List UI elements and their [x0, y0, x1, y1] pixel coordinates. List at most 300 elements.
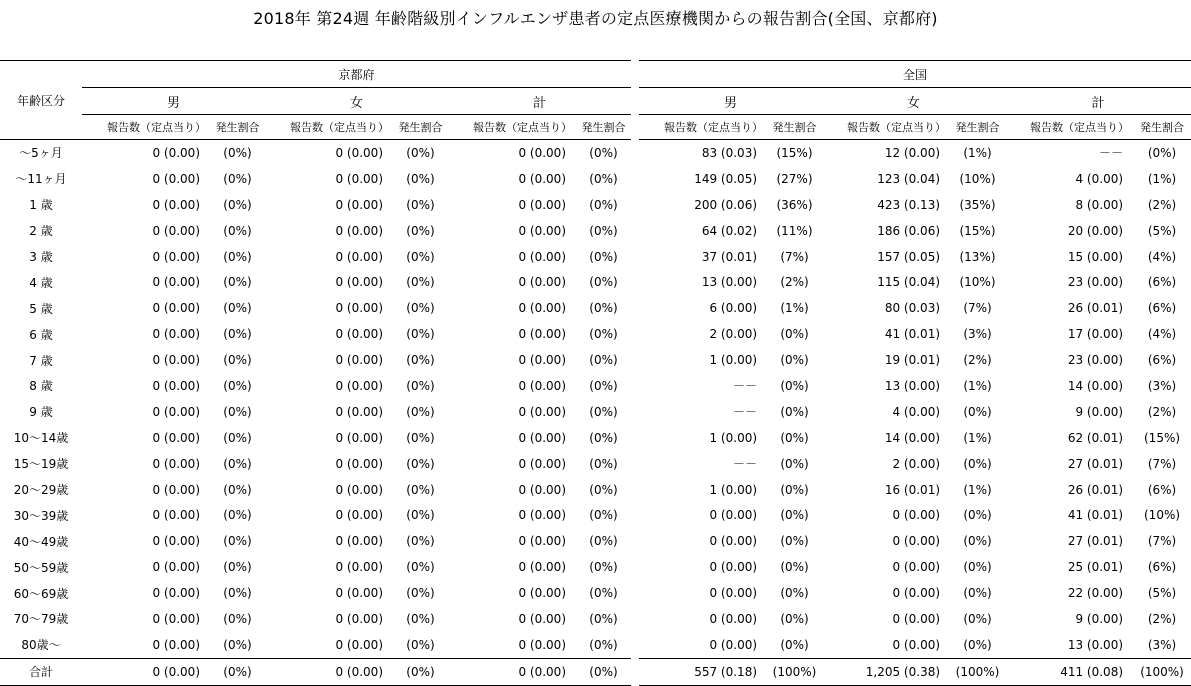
- region-header-national: 全国: [639, 61, 1191, 88]
- rate-cell: (0%): [589, 456, 618, 471]
- rate-cell: (6%): [1147, 560, 1177, 575]
- count-cell: 0 (0.00): [152, 637, 200, 652]
- rate-cell: (0%): [589, 560, 618, 575]
- count-header-kyoto-male: 報告数（定点当り）: [82, 115, 210, 140]
- count-cell: －－: [733, 379, 758, 394]
- rate-cell: (0%): [589, 611, 618, 626]
- rate-cell: (6%): [1147, 301, 1177, 316]
- rate-cell: (10%): [959, 171, 996, 186]
- rate-cell: (0%): [406, 508, 435, 523]
- rate-cell: (0%): [589, 171, 618, 186]
- rate-cell: (0%): [393, 658, 448, 685]
- rate-cell: (0%): [406, 456, 435, 471]
- count-cell: 37 (0.01): [701, 249, 758, 264]
- count-cell: 64 (0.02): [701, 223, 758, 238]
- count-cell: 0 (0.00): [265, 658, 393, 685]
- count-cell: 186 (0.06): [877, 223, 941, 238]
- table-row: [0, 425, 1191, 451]
- table-row: [0, 295, 1191, 321]
- rate-cell: (0%): [589, 353, 618, 368]
- count-cell: 0 (0.00): [518, 223, 566, 238]
- count-cell: 2 (0.00): [709, 327, 758, 342]
- rate-cell: (0%): [589, 404, 618, 419]
- count-cell: 41 (0.01): [884, 327, 941, 342]
- count-cell: 8 (0.00): [1075, 197, 1124, 212]
- rate-cell: (0%): [963, 586, 992, 601]
- rate-cell: (100%): [767, 658, 822, 685]
- count-cell: 0 (0.00): [335, 430, 383, 445]
- rate-cell: (0%): [589, 249, 618, 264]
- count-cell: 0 (0.00): [709, 611, 758, 626]
- rate-cell: (100%): [950, 658, 1005, 685]
- rate-header-national-total: 発生割合: [1133, 115, 1191, 140]
- count-cell: 0 (0.00): [518, 275, 566, 290]
- count-cell: 0 (0.00): [152, 586, 200, 601]
- count-cell: 9 (0.00): [1075, 611, 1124, 626]
- count-cell: 0 (0.00): [335, 534, 383, 549]
- count-cell: 0 (0.00): [518, 637, 566, 652]
- rate-cell: (0%): [589, 275, 618, 290]
- count-cell: 0 (0.00): [518, 534, 566, 549]
- count-cell: 0 (0.00): [518, 145, 566, 160]
- rate-cell: (4%): [1147, 327, 1177, 342]
- rate-header-national-female: 発生割合: [950, 115, 1005, 140]
- count-cell: 0 (0.00): [518, 301, 566, 316]
- rate-cell: (0%): [589, 378, 618, 393]
- count-cell: 6 (0.00): [709, 301, 758, 316]
- count-cell: 0 (0.00): [335, 223, 383, 238]
- rate-cell: (0%): [223, 456, 252, 471]
- rate-cell: (100%): [1133, 658, 1191, 685]
- count-cell: 1 (0.00): [709, 353, 758, 368]
- rate-cell: (0%): [406, 378, 435, 393]
- count-cell: 27 (0.01): [1067, 534, 1124, 549]
- rate-cell: (0%): [589, 482, 618, 497]
- table-row: [0, 269, 1191, 295]
- rate-cell: (0%): [963, 404, 992, 419]
- count-cell: 13 (0.00): [884, 378, 941, 393]
- rate-cell: (0%): [406, 275, 435, 290]
- age-cell: 7 歳: [29, 353, 53, 368]
- column-gap: [631, 115, 639, 140]
- count-cell: 14 (0.00): [884, 430, 941, 445]
- count-cell: 2 (0.00): [892, 456, 941, 471]
- rate-cell: (15%): [959, 223, 996, 238]
- age-cell: 合計: [0, 658, 82, 685]
- count-cell: 0 (0.00): [518, 197, 566, 212]
- age-cell: 5 歳: [29, 301, 53, 316]
- rate-cell: (0%): [780, 353, 809, 368]
- count-cell: 0 (0.00): [335, 171, 383, 186]
- count-header-kyoto-female: 報告数（定点当り）: [265, 115, 393, 140]
- rate-cell: (15%): [776, 145, 813, 160]
- age-cell: 6 歳: [29, 327, 53, 342]
- table-row: [0, 528, 1191, 554]
- rate-cell: (10%): [1144, 508, 1181, 523]
- count-cell: 0 (0.00): [335, 637, 383, 652]
- count-header-kyoto-total: 報告数（定点当り）: [448, 115, 576, 140]
- count-cell: 9 (0.00): [1075, 404, 1124, 419]
- count-cell: 0 (0.00): [518, 249, 566, 264]
- rate-cell: (0%): [223, 275, 252, 290]
- sex-header-national-female: 女: [822, 88, 1005, 115]
- count-cell: 15 (0.00): [1067, 249, 1124, 264]
- rate-cell: (0%): [223, 327, 252, 342]
- count-cell: 13 (0.00): [701, 275, 758, 290]
- count-cell: 0 (0.00): [335, 456, 383, 471]
- count-cell: 123 (0.04): [877, 171, 941, 186]
- count-cell: 0 (0.00): [335, 586, 383, 601]
- rate-cell: (0%): [963, 611, 992, 626]
- count-cell: 157 (0.05): [877, 249, 941, 264]
- rate-cell: (0%): [589, 637, 618, 652]
- age-cell: 1 歳: [29, 198, 53, 213]
- count-header-national-male: 報告数（定点当り）: [639, 115, 767, 140]
- total-row: [0, 658, 1191, 685]
- count-cell: 0 (0.00): [518, 171, 566, 186]
- table-row: [0, 606, 1191, 632]
- count-cell: 115 (0.04): [877, 275, 941, 290]
- rate-cell: (0%): [223, 508, 252, 523]
- rate-cell: (0%): [589, 586, 618, 601]
- table-row: [0, 399, 1191, 425]
- count-cell: 0 (0.00): [152, 171, 200, 186]
- count-cell: 22 (0.00): [1067, 586, 1124, 601]
- age-cell: 20～29歳: [13, 483, 69, 498]
- rate-cell: (0%): [1147, 145, 1177, 160]
- count-cell: 0 (0.00): [448, 658, 576, 685]
- rate-cell: (0%): [589, 301, 618, 316]
- rate-cell: (36%): [776, 197, 813, 212]
- rate-header-kyoto-total: 発生割合: [576, 115, 631, 140]
- table-row: [0, 373, 1191, 399]
- rate-cell: (1%): [963, 482, 992, 497]
- rate-cell: (0%): [589, 145, 618, 160]
- rate-cell: (1%): [780, 301, 809, 316]
- rate-cell: (2%): [780, 275, 809, 290]
- sex-header-national-male: 男: [639, 88, 822, 115]
- age-cell: 10～14歳: [13, 431, 69, 446]
- rate-cell: (2%): [1147, 197, 1177, 212]
- rate-header-kyoto-male: 発生割合: [210, 115, 265, 140]
- rate-cell: (0%): [406, 249, 435, 264]
- rate-cell: (0%): [963, 456, 992, 471]
- table-row: [0, 166, 1191, 192]
- count-cell: 0 (0.00): [152, 378, 200, 393]
- rate-cell: (0%): [406, 586, 435, 601]
- count-cell: 0 (0.00): [152, 404, 200, 419]
- count-cell: 0 (0.00): [335, 197, 383, 212]
- table-row: [0, 580, 1191, 606]
- count-cell: 14 (0.00): [1067, 378, 1124, 393]
- table-row: [0, 451, 1191, 477]
- count-cell: 0 (0.00): [518, 378, 566, 393]
- rate-cell: (0%): [780, 508, 809, 523]
- header-row-region: [0, 61, 1191, 88]
- rate-cell: (3%): [963, 327, 992, 342]
- count-cell: 0 (0.00): [518, 586, 566, 601]
- age-cell: 30～39歳: [13, 508, 69, 523]
- count-cell: 27 (0.01): [1067, 456, 1124, 471]
- table-row: [0, 632, 1191, 658]
- count-cell: 1 (0.00): [709, 482, 758, 497]
- rate-cell: (0%): [589, 197, 618, 212]
- rate-cell: (0%): [963, 637, 992, 652]
- rate-cell: (7%): [1147, 456, 1177, 471]
- table-row: [0, 192, 1191, 218]
- region-header-kyoto: 京都府: [82, 61, 631, 88]
- rate-cell: (0%): [406, 171, 435, 186]
- table-row: [0, 244, 1191, 270]
- rate-cell: (0%): [780, 560, 809, 575]
- rate-header-national-male: 発生割合: [767, 115, 822, 140]
- count-cell: 557 (0.18): [639, 658, 767, 685]
- rate-cell: (11%): [776, 223, 813, 238]
- count-cell: 0 (0.00): [335, 327, 383, 342]
- count-cell: 0 (0.00): [335, 275, 383, 290]
- count-cell: 0 (0.00): [709, 534, 758, 549]
- rate-cell: (3%): [1147, 378, 1177, 393]
- age-cell: 8 歳: [29, 379, 53, 394]
- count-cell: 0 (0.00): [709, 508, 758, 523]
- header-row-sex: [0, 88, 1191, 115]
- count-cell: 0 (0.00): [152, 353, 200, 368]
- count-cell: 20 (0.00): [1067, 223, 1124, 238]
- count-cell: 0 (0.00): [892, 534, 941, 549]
- count-cell: 0 (0.00): [518, 456, 566, 471]
- rate-cell: (0%): [780, 637, 809, 652]
- table-row: [0, 502, 1191, 528]
- count-cell: －－: [733, 405, 758, 420]
- rate-cell: (0%): [223, 249, 252, 264]
- count-cell: 0 (0.00): [152, 249, 200, 264]
- rate-cell: (0%): [223, 171, 252, 186]
- count-cell: 0 (0.00): [892, 611, 941, 626]
- rate-cell: (7%): [1147, 534, 1177, 549]
- count-cell: 0 (0.00): [152, 275, 200, 290]
- count-cell: 0 (0.00): [152, 197, 200, 212]
- rate-cell: (0%): [223, 430, 252, 445]
- rate-cell: (0%): [576, 658, 631, 685]
- count-cell: 17 (0.00): [1067, 327, 1124, 342]
- count-cell: 0 (0.00): [892, 637, 941, 652]
- rate-cell: (0%): [223, 482, 252, 497]
- rate-cell: (0%): [780, 534, 809, 549]
- rate-cell: (1%): [1147, 171, 1177, 186]
- rate-cell: (0%): [406, 534, 435, 549]
- sex-header-kyoto-total: 計: [448, 88, 631, 115]
- header-row-columns: [0, 115, 1191, 140]
- count-cell: 16 (0.01): [884, 482, 941, 497]
- count-cell: 62 (0.01): [1067, 430, 1124, 445]
- rate-cell: (0%): [780, 611, 809, 626]
- count-cell: 1,205 (0.38): [822, 658, 950, 685]
- rate-cell: (0%): [223, 378, 252, 393]
- rate-cell: (0%): [963, 560, 992, 575]
- table-row: [0, 140, 1191, 166]
- rate-cell: (0%): [223, 223, 252, 238]
- rate-cell: (0%): [223, 586, 252, 601]
- rate-cell: (3%): [1147, 637, 1177, 652]
- table-row: [0, 218, 1191, 244]
- count-cell: －－: [733, 457, 758, 472]
- count-cell: 0 (0.00): [335, 560, 383, 575]
- count-cell: 0 (0.00): [709, 560, 758, 575]
- rate-cell: (0%): [780, 430, 809, 445]
- count-cell: 26 (0.01): [1067, 301, 1124, 316]
- rate-cell: (0%): [406, 611, 435, 626]
- rate-cell: (6%): [1147, 482, 1177, 497]
- count-cell: 0 (0.00): [335, 611, 383, 626]
- count-cell: 0 (0.00): [518, 508, 566, 523]
- rate-cell: (4%): [1147, 249, 1177, 264]
- rate-cell: (0%): [780, 327, 809, 342]
- rate-cell: (0%): [223, 404, 252, 419]
- count-cell: 0 (0.00): [892, 586, 941, 601]
- count-cell: 0 (0.00): [709, 637, 758, 652]
- influenza-report-table: [0, 60, 1191, 686]
- count-cell: 0 (0.00): [335, 482, 383, 497]
- count-cell: 1 (0.00): [709, 430, 758, 445]
- age-group-header: 年齢区分: [0, 61, 82, 140]
- count-cell: 0 (0.00): [335, 249, 383, 264]
- count-cell: 0 (0.00): [335, 353, 383, 368]
- rate-cell: (0%): [406, 404, 435, 419]
- count-cell: 0 (0.00): [152, 430, 200, 445]
- count-header-national-total: 報告数（定点当り）: [1005, 115, 1133, 140]
- count-cell: 26 (0.01): [1067, 482, 1124, 497]
- count-cell: 41 (0.01): [1067, 508, 1124, 523]
- rate-cell: (0%): [210, 658, 265, 685]
- count-cell: 149 (0.05): [694, 171, 758, 186]
- age-cell: 70～79歳: [13, 612, 69, 627]
- rate-cell: (0%): [406, 353, 435, 368]
- rate-cell: (0%): [406, 223, 435, 238]
- count-cell: 0 (0.00): [518, 327, 566, 342]
- rate-cell: (6%): [1147, 275, 1177, 290]
- count-cell: 0 (0.00): [709, 586, 758, 601]
- count-cell: 0 (0.00): [152, 482, 200, 497]
- rate-cell: (0%): [780, 482, 809, 497]
- rate-cell: (0%): [223, 353, 252, 368]
- page-title: 2018年 第24週 年齢階級別インフルエンザ患者の定点医療機関からの報告割合(全国、京都府): [253, 9, 938, 28]
- age-cell: ～5ヶ月: [19, 146, 63, 161]
- count-cell: 0 (0.00): [335, 145, 383, 160]
- rate-cell: (0%): [406, 560, 435, 575]
- rate-cell: (7%): [780, 249, 809, 264]
- rate-cell: (35%): [959, 197, 996, 212]
- rate-cell: (1%): [963, 145, 992, 160]
- count-cell: 25 (0.01): [1067, 560, 1124, 575]
- rate-cell: (0%): [223, 301, 252, 316]
- rate-cell: (5%): [1147, 223, 1177, 238]
- count-cell: 0 (0.00): [335, 508, 383, 523]
- table-row: [0, 477, 1191, 503]
- rate-cell: (0%): [223, 197, 252, 212]
- count-cell: 0 (0.00): [518, 611, 566, 626]
- age-cell: 3 歳: [29, 250, 53, 264]
- age-cell: 40～49歳: [13, 534, 69, 549]
- rate-cell: (0%): [223, 145, 252, 160]
- rate-cell: (1%): [963, 430, 992, 445]
- table-row: [0, 321, 1191, 347]
- count-cell: 0 (0.00): [518, 482, 566, 497]
- rate-cell: (0%): [780, 404, 809, 419]
- sex-header-kyoto-female: 女: [265, 88, 448, 115]
- rate-cell: (7%): [963, 301, 992, 316]
- table-row: [0, 347, 1191, 373]
- count-cell: 83 (0.03): [701, 145, 758, 160]
- count-cell: 0 (0.00): [152, 560, 200, 575]
- count-cell: 0 (0.00): [152, 508, 200, 523]
- rate-header-kyoto-female: 発生割合: [393, 115, 448, 140]
- count-cell: 0 (0.00): [152, 223, 200, 238]
- rate-cell: (6%): [1147, 353, 1177, 368]
- count-cell: 0 (0.00): [518, 560, 566, 575]
- count-cell: 423 (0.13): [877, 197, 941, 212]
- rate-cell: (0%): [223, 534, 252, 549]
- count-cell: 13 (0.00): [1067, 637, 1124, 652]
- count-cell: 0 (0.00): [82, 658, 210, 685]
- rate-cell: (15%): [1144, 430, 1181, 445]
- count-cell: 0 (0.00): [152, 145, 200, 160]
- rate-cell: (10%): [959, 275, 996, 290]
- rate-cell: (0%): [780, 586, 809, 601]
- count-cell: 0 (0.00): [152, 611, 200, 626]
- rate-cell: (0%): [589, 327, 618, 342]
- rate-cell: (0%): [589, 223, 618, 238]
- rate-cell: (0%): [589, 534, 618, 549]
- table-row: [0, 554, 1191, 580]
- sex-gap: [631, 88, 639, 115]
- count-cell: 80 (0.03): [884, 301, 941, 316]
- count-cell: 0 (0.00): [152, 301, 200, 316]
- rate-cell: (0%): [223, 560, 252, 575]
- count-cell: 4 (0.00): [1075, 171, 1124, 186]
- rate-cell: (0%): [780, 378, 809, 393]
- count-cell: 0 (0.00): [518, 353, 566, 368]
- count-cell: 411 (0.08): [1005, 658, 1133, 685]
- rate-cell: (0%): [406, 301, 435, 316]
- rate-cell: (0%): [406, 327, 435, 342]
- sex-header-national-total: 計: [1005, 88, 1191, 115]
- rate-cell: (0%): [223, 611, 252, 626]
- count-cell: 0 (0.00): [335, 378, 383, 393]
- rate-cell: (0%): [589, 430, 618, 445]
- count-cell: 0 (0.00): [335, 404, 383, 419]
- region-gap: [631, 61, 639, 88]
- count-cell: 0 (0.00): [892, 560, 941, 575]
- count-cell: 0 (0.00): [335, 301, 383, 316]
- age-cell: 15～19歳: [13, 457, 69, 472]
- rate-cell: (0%): [406, 637, 435, 652]
- count-cell: 200 (0.06): [694, 197, 758, 212]
- rate-cell: (0%): [223, 637, 252, 652]
- rate-cell: (1%): [963, 378, 992, 393]
- count-cell: 19 (0.01): [884, 353, 941, 368]
- rate-cell: (0%): [780, 456, 809, 471]
- rate-cell: (0%): [406, 197, 435, 212]
- age-cell: 9 歳: [29, 405, 53, 420]
- rate-cell: (2%): [1147, 611, 1177, 626]
- rate-cell: (13%): [959, 249, 996, 264]
- count-cell: 0 (0.00): [518, 404, 566, 419]
- age-cell: 4 歳: [29, 275, 53, 290]
- rate-cell: (5%): [1147, 586, 1177, 601]
- rate-cell: (27%): [776, 171, 813, 186]
- age-cell: ～11ヶ月: [15, 172, 67, 187]
- rate-cell: (0%): [406, 145, 435, 160]
